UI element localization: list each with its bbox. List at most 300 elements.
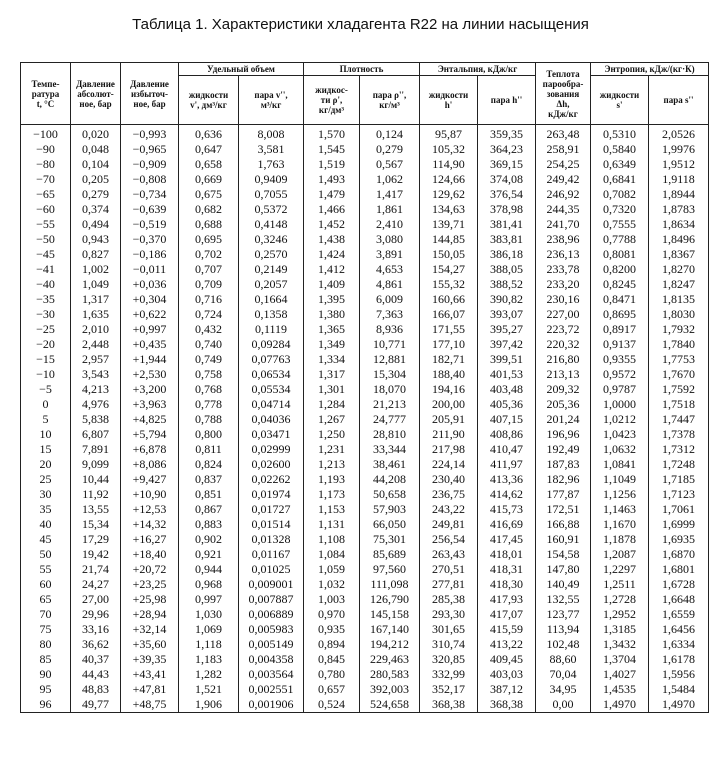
table-cell: 4,653 <box>360 262 420 277</box>
table-cell: 393,07 <box>478 307 536 322</box>
table-cell: 332,99 <box>420 667 478 682</box>
header-rho-liquid: жидкос- ти ρ', кг/дм³ <box>304 76 360 125</box>
table-cell: 1,131 <box>304 517 360 532</box>
table-cell: 0,004358 <box>239 652 304 667</box>
table-cell: 1,002 <box>71 262 121 277</box>
table-cell: +4,825 <box>121 412 179 427</box>
header-h-liquid: жидкости h' <box>420 76 478 125</box>
table-cell: 0,06534 <box>239 367 304 382</box>
table-cell: 1,3185 <box>591 622 649 637</box>
table-cell: 1,7753 <box>649 352 709 367</box>
table-cell: +8,086 <box>121 457 179 472</box>
table-cell: 139,71 <box>420 217 478 232</box>
table-row <box>21 352 709 367</box>
table-row <box>21 142 709 157</box>
table-cell: 1,2511 <box>591 577 649 592</box>
table-row <box>21 367 709 382</box>
table-cell: 0,3246 <box>239 232 304 247</box>
table-cell: 4,213 <box>71 382 121 397</box>
table-cell: 160,91 <box>536 532 591 547</box>
table-cell: 1,479 <box>304 187 360 202</box>
table-cell: 1,6999 <box>649 517 709 532</box>
table-cell: 1,7312 <box>649 442 709 457</box>
table-cell: +0,997 <box>121 322 179 337</box>
table-cell: −10 <box>21 367 71 382</box>
table-cell: 13,55 <box>71 502 121 517</box>
table-cell: 1,417 <box>360 187 420 202</box>
table-cell: 0,724 <box>179 307 239 322</box>
table-cell: 95,87 <box>420 125 478 143</box>
table-cell: 111,098 <box>360 577 420 592</box>
table-cell: 0,1664 <box>239 292 304 307</box>
table-row <box>21 382 709 397</box>
table-cell: 388,05 <box>478 262 536 277</box>
header-abs-pressure: Давление абсолют- ное, бар <box>71 63 121 125</box>
table-cell: 6,009 <box>360 292 420 307</box>
table-cell: 0,1119 <box>239 322 304 337</box>
table-cell: 0,005983 <box>239 622 304 637</box>
table-cell: 4,861 <box>360 277 420 292</box>
table-row <box>21 412 709 427</box>
table-cell: 249,42 <box>536 172 591 187</box>
table-cell: +28,94 <box>121 607 179 622</box>
table-cell: 0,494 <box>71 217 121 232</box>
table-cell: 244,35 <box>536 202 591 217</box>
table-cell: 1,049 <box>71 277 121 292</box>
table-cell: 238,96 <box>536 232 591 247</box>
table-cell: 1,317 <box>304 367 360 382</box>
table-cell: 33,16 <box>71 622 121 637</box>
table-cell: 280,583 <box>360 667 420 682</box>
table-cell: 0,7788 <box>591 232 649 247</box>
table-cell: 4,976 <box>71 397 121 412</box>
table-cell: 36,62 <box>71 637 121 652</box>
table-cell: 6,807 <box>71 427 121 442</box>
table-cell: 227,00 <box>536 307 591 322</box>
table-row <box>21 232 709 247</box>
table-cell: +6,878 <box>121 442 179 457</box>
table-cell: 1,861 <box>360 202 420 217</box>
table-cell: 132,55 <box>536 592 591 607</box>
table-cell: 1,032 <box>304 577 360 592</box>
table-cell: −0,909 <box>121 157 179 172</box>
table-cell: 408,86 <box>478 427 536 442</box>
table-cell: 123,77 <box>536 607 591 622</box>
table-cell: 407,15 <box>478 412 536 427</box>
table-cell: 85,689 <box>360 547 420 562</box>
table-cell: 154,58 <box>536 547 591 562</box>
table-cell: +0,036 <box>121 277 179 292</box>
table-cell: 1,183 <box>179 652 239 667</box>
table-cell: −55 <box>21 217 71 232</box>
table-cell: 301,65 <box>420 622 478 637</box>
table-cell: 241,70 <box>536 217 591 232</box>
table-cell: 0,8081 <box>591 247 649 262</box>
table-row <box>21 202 709 217</box>
table-cell: 388,52 <box>478 277 536 292</box>
table-cell: −0,011 <box>121 262 179 277</box>
table-cell: 387,12 <box>478 682 536 697</box>
table-cell: 416,69 <box>478 517 536 532</box>
table-body <box>21 125 709 713</box>
table-cell: 35 <box>21 502 71 517</box>
table-cell: 233,78 <box>536 262 591 277</box>
table-cell: 1,7447 <box>649 412 709 427</box>
table-cell: 3,581 <box>239 142 304 157</box>
table-cell: 236,75 <box>420 487 478 502</box>
table-cell: 403,03 <box>478 667 536 682</box>
table-cell: 1,6456 <box>649 622 709 637</box>
table-cell: 24,777 <box>360 412 420 427</box>
table-cell: 0,9137 <box>591 337 649 352</box>
table-cell: 209,32 <box>536 382 591 397</box>
table-row <box>21 472 709 487</box>
table-cell: 182,71 <box>420 352 478 367</box>
table-cell: 1,8135 <box>649 292 709 307</box>
table-cell: 144,85 <box>420 232 478 247</box>
table-cell: 359,35 <box>478 125 536 143</box>
table-cell: −20 <box>21 337 71 352</box>
table-cell: 0,05534 <box>239 382 304 397</box>
table-cell: 418,31 <box>478 562 536 577</box>
table-cell: 1,069 <box>179 622 239 637</box>
table-cell: 24,27 <box>71 577 121 592</box>
table-cell: 9,099 <box>71 457 121 472</box>
table-cell: 0,8695 <box>591 307 649 322</box>
table-cell: 129,62 <box>420 187 478 202</box>
table-cell: 0,09284 <box>239 337 304 352</box>
table-cell: 1,0423 <box>591 427 649 442</box>
table-cell: 44,43 <box>71 667 121 682</box>
table-cell: 1,7185 <box>649 472 709 487</box>
table-cell: 1,1878 <box>591 532 649 547</box>
table-cell: 17,29 <box>71 532 121 547</box>
table-cell: 1,570 <box>304 125 360 143</box>
table-cell: 256,54 <box>420 532 478 547</box>
table-cell: +0,435 <box>121 337 179 352</box>
table-cell: 403,48 <box>478 382 536 397</box>
table-cell: 102,48 <box>536 637 591 652</box>
table-cell: 21,74 <box>71 562 121 577</box>
table-cell: 192,49 <box>536 442 591 457</box>
table-cell: 1,7123 <box>649 487 709 502</box>
table-cell: 105,32 <box>420 142 478 157</box>
table-cell: +12,53 <box>121 502 179 517</box>
table-cell: −80 <box>21 157 71 172</box>
table-cell: 1,2728 <box>591 592 649 607</box>
table-row <box>21 577 709 592</box>
table-cell: 5,838 <box>71 412 121 427</box>
table-row <box>21 292 709 307</box>
table-cell: 1,282 <box>179 667 239 682</box>
table-cell: 0,778 <box>179 397 239 412</box>
table-cell: 409,45 <box>478 652 536 667</box>
table-cell: 20 <box>21 457 71 472</box>
table-cell: 0,5372 <box>239 202 304 217</box>
table-cell: +18,40 <box>121 547 179 562</box>
table-cell: −35 <box>21 292 71 307</box>
table-cell: 376,54 <box>478 187 536 202</box>
table-cell: 0,768 <box>179 382 239 397</box>
table-cell: 0,003564 <box>239 667 304 682</box>
table-cell: 1,334 <box>304 352 360 367</box>
header-vaporization-heat: Теплота парообра- зования Δh, кДж/кг <box>536 63 591 125</box>
table-cell: 29,96 <box>71 607 121 622</box>
table-cell: 0,800 <box>179 427 239 442</box>
table-cell: +3,200 <box>121 382 179 397</box>
table-cell: 410,47 <box>478 442 536 457</box>
table-cell: 48,83 <box>71 682 121 697</box>
table-row <box>21 532 709 547</box>
table-cell: −41 <box>21 262 71 277</box>
table-row <box>21 247 709 262</box>
table-cell: 66,050 <box>360 517 420 532</box>
table-cell: −0,370 <box>121 232 179 247</box>
table-cell: 0,883 <box>179 517 239 532</box>
table-cell: 1,0632 <box>591 442 649 457</box>
table-cell: 0,01514 <box>239 517 304 532</box>
table-cell: 1,763 <box>239 157 304 172</box>
table-cell: 0,002551 <box>239 682 304 697</box>
table-cell: 205,91 <box>420 412 478 427</box>
table-cell: 1,424 <box>304 247 360 262</box>
table-cell: −15 <box>21 352 71 367</box>
table-row <box>21 697 709 713</box>
table-cell: 0,7320 <box>591 202 649 217</box>
table-cell: 1,7061 <box>649 502 709 517</box>
table-cell: 217,98 <box>420 442 478 457</box>
table-cell: 126,790 <box>360 592 420 607</box>
table-row <box>21 502 709 517</box>
table-cell: 0,824 <box>179 457 239 472</box>
table-cell: 97,560 <box>360 562 420 577</box>
table-cell: 0 <box>21 397 71 412</box>
table-cell: 205,36 <box>536 397 591 412</box>
table-row <box>21 637 709 652</box>
table-cell: 1,8270 <box>649 262 709 277</box>
table-cell: 0,5310 <box>591 125 649 143</box>
table-cell: 368,38 <box>478 697 536 713</box>
table-cell: 0,921 <box>179 547 239 562</box>
table-row <box>21 172 709 187</box>
table-cell: 0,00 <box>536 697 591 713</box>
table-cell: 0,997 <box>179 592 239 607</box>
table-cell: 1,108 <box>304 532 360 547</box>
table-cell: 236,13 <box>536 247 591 262</box>
table-cell: 392,003 <box>360 682 420 697</box>
table-cell: 155,32 <box>420 277 478 292</box>
table-cell: 249,81 <box>420 517 478 532</box>
table-cell: 401,53 <box>478 367 536 382</box>
table-cell: 230,16 <box>536 292 591 307</box>
table-cell: −0,808 <box>121 172 179 187</box>
table-cell: 1,3704 <box>591 652 649 667</box>
table-cell: 1,7248 <box>649 457 709 472</box>
table-cell: 1,521 <box>179 682 239 697</box>
table-cell: +32,14 <box>121 622 179 637</box>
header-temperature: Темпе- ратура t, °C <box>21 63 71 125</box>
table-cell: 0,6841 <box>591 172 649 187</box>
table-cell: 28,810 <box>360 427 420 442</box>
table-cell: 381,41 <box>478 217 536 232</box>
table-cell: 0,03471 <box>239 427 304 442</box>
table-cell: 369,15 <box>478 157 536 172</box>
table-cell: 95 <box>21 682 71 697</box>
table-cell: 3,891 <box>360 247 420 262</box>
table-cell: 0,005149 <box>239 637 304 652</box>
table-cell: 200,00 <box>420 397 478 412</box>
table-cell: 201,24 <box>536 412 591 427</box>
table-cell: 1,6648 <box>649 592 709 607</box>
table-cell: 0,7555 <box>591 217 649 232</box>
table-cell: 1,8247 <box>649 277 709 292</box>
table-row <box>21 592 709 607</box>
table-cell: 15,304 <box>360 367 420 382</box>
table-cell: 0,104 <box>71 157 121 172</box>
table-cell: 277,81 <box>420 577 478 592</box>
table-cell: 0,01727 <box>239 502 304 517</box>
table-cell: 1,6728 <box>649 577 709 592</box>
table-cell: 220,32 <box>536 337 591 352</box>
table-cell: 188,40 <box>420 367 478 382</box>
table-row <box>21 277 709 292</box>
table-cell: 0,279 <box>71 187 121 202</box>
table-row <box>21 487 709 502</box>
table-cell: 1,4970 <box>591 697 649 713</box>
table-cell: 0,279 <box>360 142 420 157</box>
table-cell: 88,60 <box>536 652 591 667</box>
table-cell: 0,432 <box>179 322 239 337</box>
header-s-vapor: пара s'' <box>649 76 709 125</box>
table-cell: 3,080 <box>360 232 420 247</box>
table-cell: +1,944 <box>121 352 179 367</box>
header-entropy: Энтропия, кДж/(кг·К) <box>591 63 709 76</box>
table-cell: 0,716 <box>179 292 239 307</box>
table-row <box>21 187 709 202</box>
table-title: Таблица 1. Характеристики хладагента R22 на линии насыщения <box>132 16 589 33</box>
table-cell: +47,81 <box>121 682 179 697</box>
r22-saturation-table <box>20 62 709 713</box>
table-cell: 0,205 <box>71 172 121 187</box>
table-cell: 150,05 <box>420 247 478 262</box>
table-cell: 0,9572 <box>591 367 649 382</box>
table-cell: 50 <box>21 547 71 562</box>
table-cell: 0,01025 <box>239 562 304 577</box>
table-cell: 0,7055 <box>239 187 304 202</box>
table-cell: 364,23 <box>478 142 536 157</box>
table-cell: 55 <box>21 562 71 577</box>
table-cell: 1,7378 <box>649 427 709 442</box>
table-cell: 15,34 <box>71 517 121 532</box>
table-cell: 378,98 <box>478 202 536 217</box>
table-cell: 390,82 <box>478 292 536 307</box>
table-cell: 216,80 <box>536 352 591 367</box>
table-cell: 8,008 <box>239 125 304 143</box>
table-cell: 1,213 <box>304 457 360 472</box>
table-cell: 85 <box>21 652 71 667</box>
table-cell: 182,96 <box>536 472 591 487</box>
table-cell: 213,13 <box>536 367 591 382</box>
table-cell: 0,669 <box>179 172 239 187</box>
table-cell: 0,048 <box>71 142 121 157</box>
table-cell: 0,4148 <box>239 217 304 232</box>
table-cell: 418,30 <box>478 577 536 592</box>
table-cell: 1,9512 <box>649 157 709 172</box>
table-cell: 0,8200 <box>591 262 649 277</box>
table-cell: 1,7840 <box>649 337 709 352</box>
table-cell: 0,02600 <box>239 457 304 472</box>
table-cell: 1,8634 <box>649 217 709 232</box>
table-cell: 246,92 <box>536 187 591 202</box>
table-cell: 113,94 <box>536 622 591 637</box>
table-cell: 1,7932 <box>649 322 709 337</box>
table-cell: 1,4027 <box>591 667 649 682</box>
table-cell: 0,702 <box>179 247 239 262</box>
table-cell: −25 <box>21 322 71 337</box>
table-cell: 320,85 <box>420 652 478 667</box>
table-cell: 1,2087 <box>591 547 649 562</box>
table-cell: 1,118 <box>179 637 239 652</box>
table-cell: 1,438 <box>304 232 360 247</box>
table-cell: 1,452 <box>304 217 360 232</box>
table-cell: 411,97 <box>478 457 536 472</box>
table-cell: 1,519 <box>304 157 360 172</box>
header-gauge-pressure: Давление избыточ- ное, бар <box>121 63 179 125</box>
table-cell: +23,25 <box>121 577 179 592</box>
table-cell: 11,92 <box>71 487 121 502</box>
header-rho-vapor: пара ρ'', кг/м³ <box>360 76 420 125</box>
table-cell: 0,709 <box>179 277 239 292</box>
table-cell: 0,524 <box>304 697 360 713</box>
table-cell: 1,2297 <box>591 562 649 577</box>
table-cell: 2,0526 <box>649 125 709 143</box>
table-cell: 0,001906 <box>239 697 304 713</box>
table-cell: 1,906 <box>179 697 239 713</box>
table-cell: +2,530 <box>121 367 179 382</box>
table-cell: 1,030 <box>179 607 239 622</box>
table-cell: 50,658 <box>360 487 420 502</box>
table-cell: 0,124 <box>360 125 420 143</box>
table-cell: +3,963 <box>121 397 179 412</box>
table-row <box>21 262 709 277</box>
table-cell: 18,070 <box>360 382 420 397</box>
table-cell: 0,2057 <box>239 277 304 292</box>
table-cell: 1,231 <box>304 442 360 457</box>
table-cell: 145,158 <box>360 607 420 622</box>
table-cell: −100 <box>21 125 71 143</box>
table-cell: 0,01328 <box>239 532 304 547</box>
table-cell: 8,936 <box>360 322 420 337</box>
table-cell: 194,212 <box>360 637 420 652</box>
table-cell: 2,448 <box>71 337 121 352</box>
table-cell: 285,38 <box>420 592 478 607</box>
table-cell: 0,935 <box>304 622 360 637</box>
table-cell: 1,0212 <box>591 412 649 427</box>
table-cell: 0,780 <box>304 667 360 682</box>
table-cell: +5,794 <box>121 427 179 442</box>
table-cell: 1,317 <box>71 292 121 307</box>
table-cell: 1,0000 <box>591 397 649 412</box>
table-cell: 0,8471 <box>591 292 649 307</box>
table-cell: 211,90 <box>420 427 478 442</box>
table-cell: 1,153 <box>304 502 360 517</box>
table-cell: 0,1358 <box>239 307 304 322</box>
table-cell: 395,27 <box>478 322 536 337</box>
table-cell: 0,944 <box>179 562 239 577</box>
header-enthalpy: Энтальпия, кДж/кг <box>420 63 536 76</box>
table-cell: 196,96 <box>536 427 591 442</box>
table-cell: 1,6870 <box>649 547 709 562</box>
